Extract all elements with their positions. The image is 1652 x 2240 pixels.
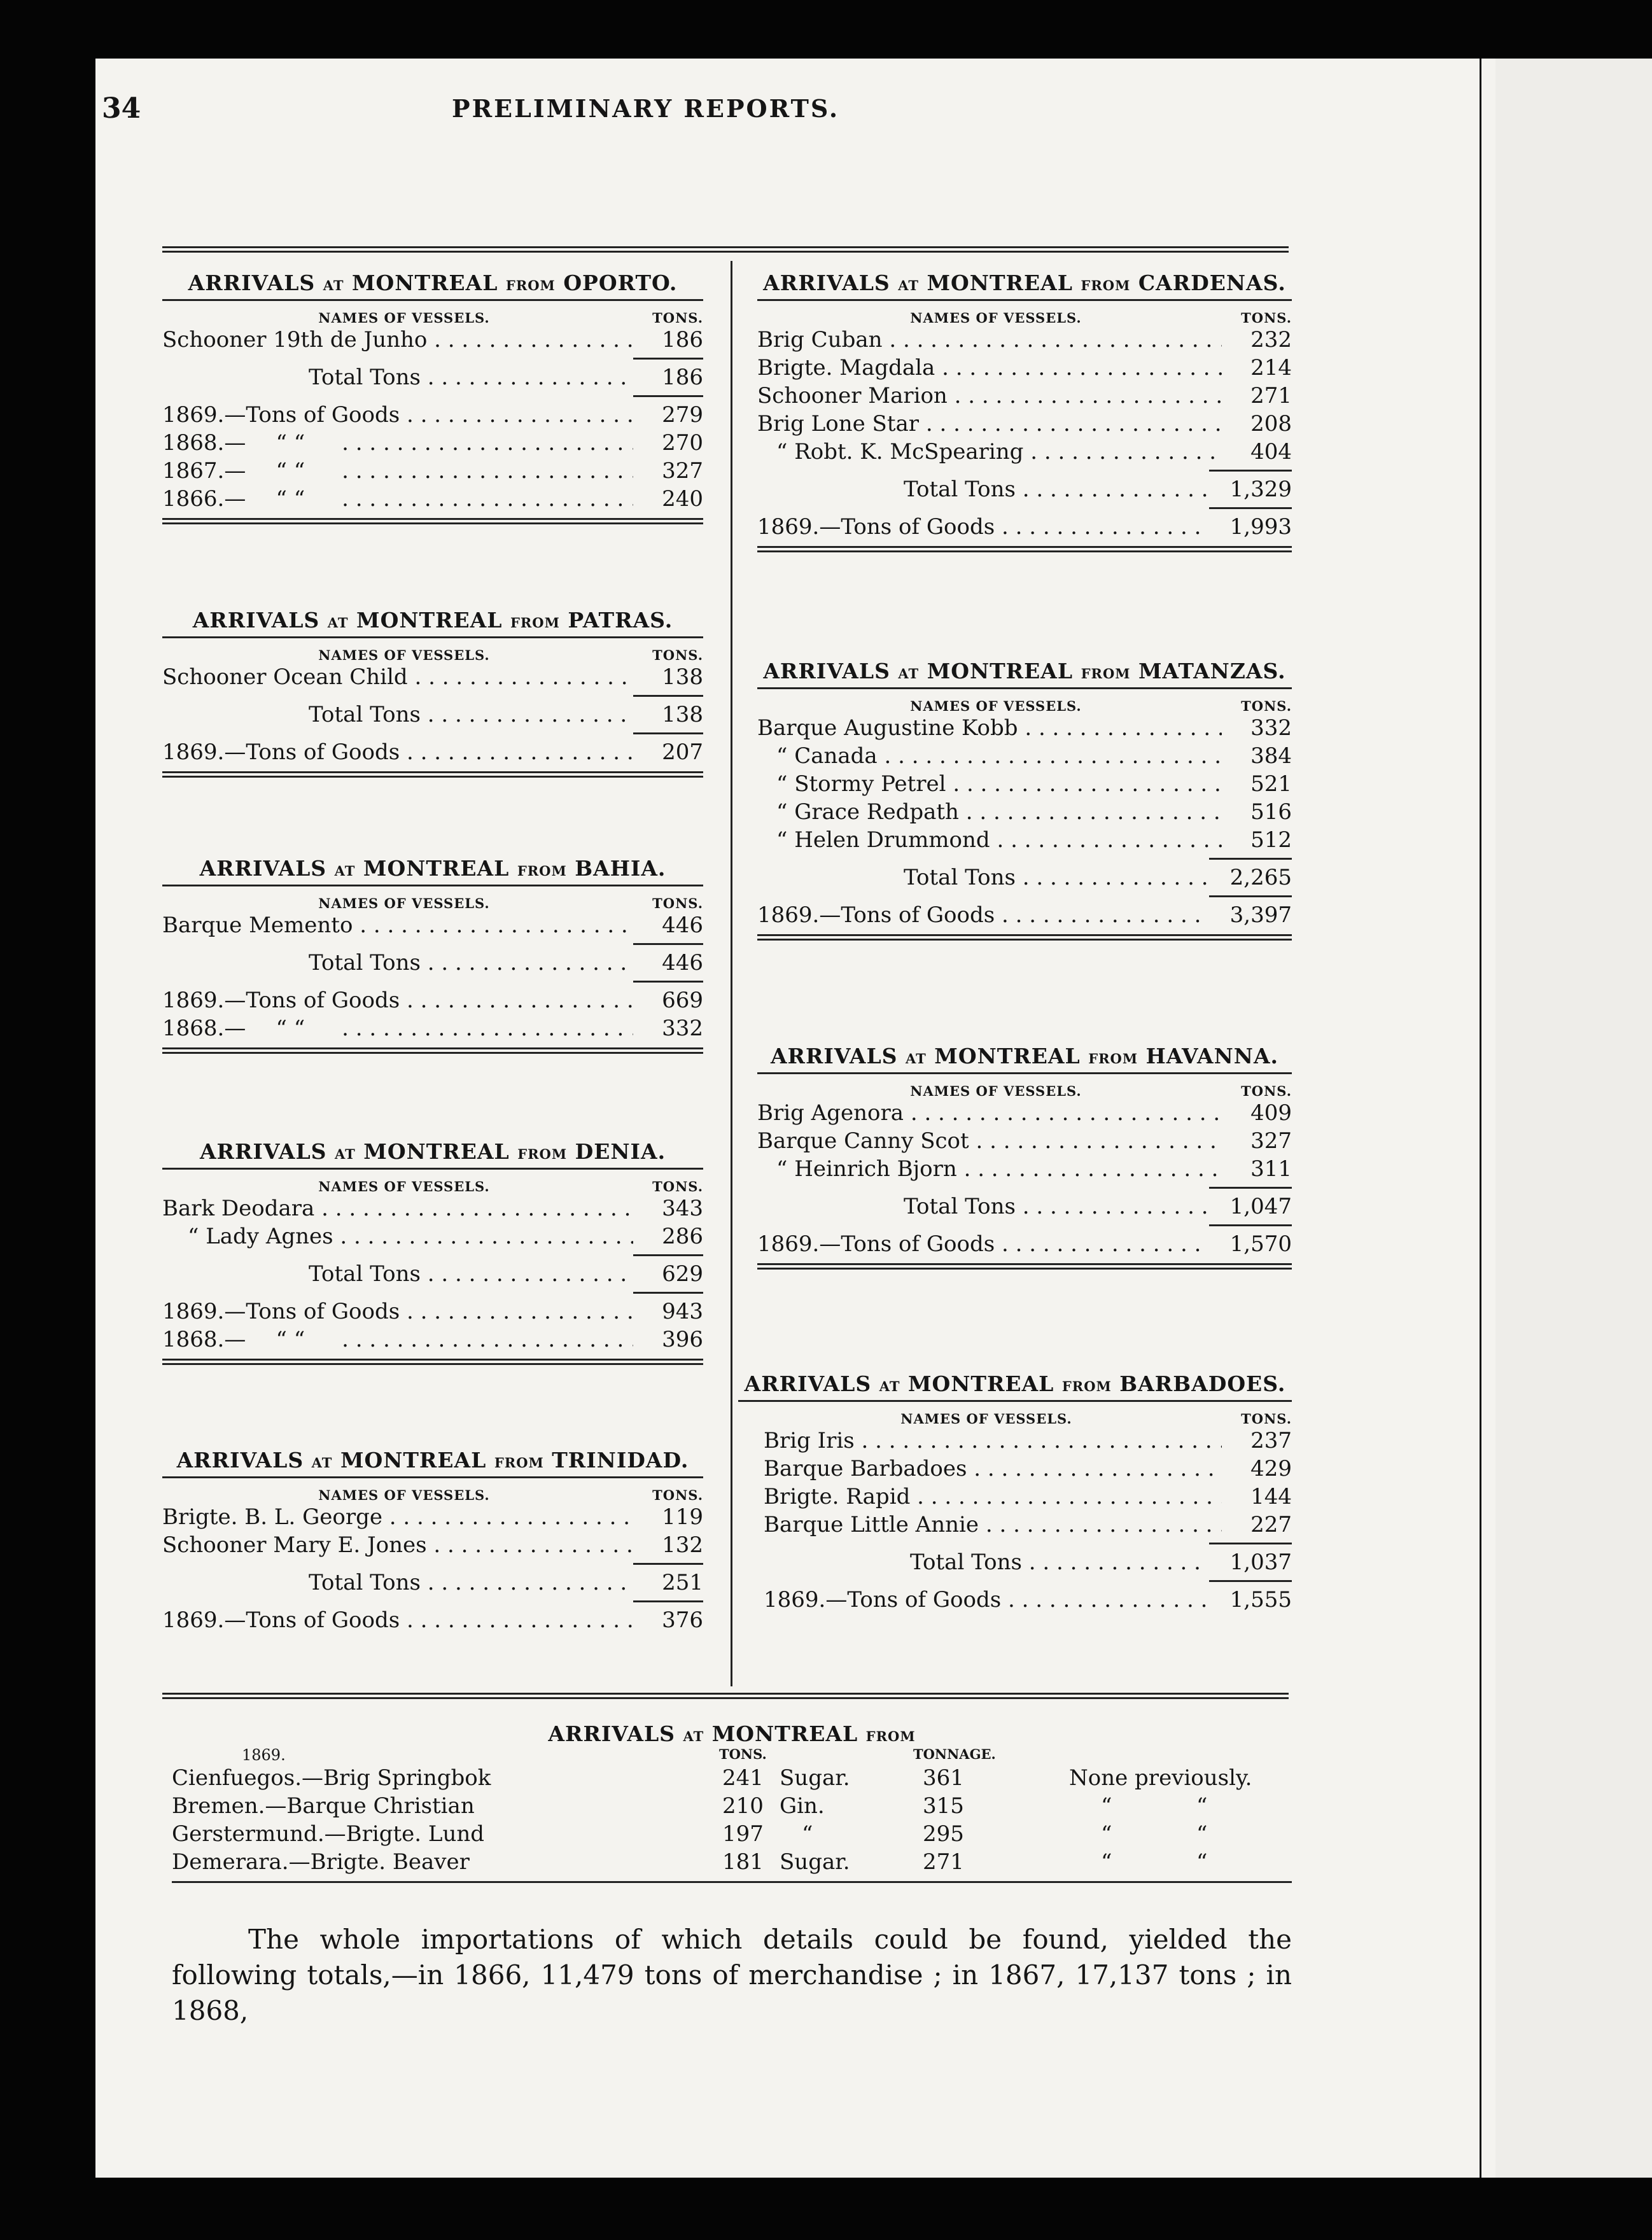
- vessel-row: Bark Deodara . . . 343: [162, 1194, 703, 1222]
- table-bahia: [162, 856, 703, 1054]
- total-rule: [633, 732, 703, 734]
- total-rule: [1209, 1224, 1292, 1226]
- vessel-row: Barque Little Annie . . . 227: [738, 1511, 1292, 1539]
- table-denia: [162, 1139, 703, 1365]
- vessel-row: Barque Canny Scot . . . 327: [757, 1127, 1292, 1155]
- goods-row: 1869.—Tons of Goods . . . 669: [162, 986, 703, 1014]
- column-header: NAMES OF VESSELS. TONS.: [318, 1179, 703, 1194]
- section-title: ARRIVALS AT MONTREAL FROM MATANZAS.: [763, 659, 1286, 683]
- goods-row: 1869.—Tons of Goods . . . 376: [162, 1606, 703, 1634]
- vessel-row: Schooner Marion . . . 271: [757, 382, 1292, 410]
- section-title: ARRIVALS AT MONTREAL FROM PATRAS.: [192, 608, 673, 633]
- goods-row: 1868.— “ “ . . . 270: [162, 429, 703, 457]
- vessel-row: “ Heinrich Bjorn . . . 311: [757, 1155, 1292, 1183]
- column-header: NAMES OF VESSELS. TONS.: [318, 895, 703, 911]
- section-title: ARRIVALS AT MONTREAL FROM BAHIA.: [199, 856, 666, 881]
- table-patras: [162, 608, 703, 778]
- vessel-row: Brig Iris . . . 237: [738, 1427, 1292, 1455]
- page-fold: [1480, 59, 1481, 2178]
- vessel-row: “ Lady Agnes . . . 286: [162, 1222, 703, 1250]
- table-row: Gerstermund.—Brigte. Lund 197 “ 295 “ “: [172, 1821, 1208, 1847]
- vessel-row: “ Canada . . . 384: [757, 742, 1292, 770]
- total-rule: [633, 981, 703, 983]
- total-rule: [1209, 1543, 1292, 1544]
- column-divider: [731, 261, 732, 1686]
- goods-row: 1869.—Tons of Goods . . . 1,570: [757, 1230, 1292, 1258]
- column-header: 1869. TONS. TONNAGE.: [242, 1746, 996, 1764]
- table-havanna: [757, 1044, 1292, 1270]
- table-row: Demerara.—Brigte. Beaver 181 Sugar. 271 “ “: [172, 1849, 1208, 1875]
- section-end-rule: [162, 1047, 703, 1054]
- section-end-rule: [757, 1263, 1292, 1270]
- vessel-row: Schooner Mary E. Jones . . . 132: [162, 1531, 703, 1559]
- goods-row: 1866.— “ “ . . . 240: [162, 485, 703, 513]
- column-header: NAMES OF VESSELS. TONS.: [900, 1411, 1292, 1427]
- vessel-row: Schooner 19th de Junho . . . 186: [162, 326, 703, 354]
- total-rule: [633, 695, 703, 697]
- vessel-row: Brigte. Rapid . . . 144: [738, 1483, 1292, 1511]
- table-row: Bremen.—Barque Christian 210 Gin. 315 “ “: [172, 1793, 1208, 1819]
- goods-row: 1869.—Tons of Goods . . . 279: [162, 401, 703, 429]
- goods-row: 1869.—Tons of Goods . . . 3,397: [757, 901, 1292, 929]
- column-header: NAMES OF VESSELS. TONS.: [910, 698, 1292, 714]
- section-title: ARRIVALS AT MONTREAL FROM BARBADOES.: [744, 1371, 1286, 1396]
- goods-row: 1868.— “ “ . . . 332: [162, 1014, 703, 1042]
- table-bottom-rule: [172, 1881, 1292, 1883]
- total-rule: [1209, 1187, 1292, 1189]
- vessel-row: “ Helen Drummond . . . 512: [757, 826, 1292, 854]
- table-other-ports: [172, 1721, 1292, 1883]
- vessel-row: Barque Memento . . . 446: [162, 911, 703, 939]
- section-title: ARRIVALS AT MONTREAL FROM TRINIDAD.: [176, 1448, 689, 1473]
- total-rule: [633, 943, 703, 945]
- section-rule: [162, 636, 703, 638]
- section-rule: [162, 1476, 703, 1478]
- total-rule: [633, 1254, 703, 1256]
- vessel-row: Schooner Ocean Child . . . 138: [162, 663, 703, 691]
- total-rule: [633, 1600, 703, 1602]
- total-row: Total Tons . . . 446: [162, 949, 703, 977]
- total-rule: [633, 1563, 703, 1565]
- column-header: NAMES OF VESSELS. TONS.: [318, 647, 703, 663]
- total-row: Total Tons . . . 138: [162, 701, 703, 729]
- total-row: Total Tons . . . 629: [162, 1260, 703, 1288]
- total-rule: [1209, 470, 1292, 472]
- vessel-row: Brigte. Magdala . . . 214: [757, 354, 1292, 382]
- goods-row: 1869.—Tons of Goods . . . 943: [162, 1298, 703, 1326]
- total-row: Total Tons . . . 2,265: [757, 864, 1292, 892]
- vessel-row: Brig Agenora . . . 409: [757, 1099, 1292, 1127]
- goods-row: 1869.—Tons of Goods . . . 207: [162, 738, 703, 766]
- section-end-rule: [162, 1359, 703, 1365]
- facing-page-edge: [1495, 59, 1652, 2178]
- total-row: Total Tons . . . 186: [162, 363, 703, 391]
- section-rule: [738, 1400, 1292, 1402]
- column-header: NAMES OF VESSELS. TONS.: [318, 310, 703, 326]
- section-end-rule: [757, 934, 1292, 941]
- column-header: NAMES OF VESSELS. TONS.: [318, 1487, 703, 1503]
- body-paragraph: The whole importations of which details could be found, yielded the following totals,—in 1866, 11,479 tons of merchandise ; in 1867, 17,137 tons ; in 1868,: [172, 1924, 1292, 2026]
- section-title: ARRIVALS AT MONTREAL FROM: [548, 1721, 916, 1746]
- vessel-row: Brig Lone Star . . . 208: [757, 410, 1292, 438]
- total-row: Total Tons . . . 1,329: [757, 475, 1292, 503]
- column-header: NAMES OF VESSELS. TONS.: [910, 1083, 1292, 1099]
- vessel-row: Barque Barbadoes . . . 429: [738, 1455, 1292, 1483]
- goods-row: 1867.— “ “ . . . 327: [162, 457, 703, 485]
- tables-bottom-double-rule: [162, 1693, 1289, 1699]
- total-rule: [633, 395, 703, 397]
- page-number: 34: [102, 92, 141, 125]
- section-rule: [162, 299, 703, 301]
- section-title: ARRIVALS AT MONTREAL FROM OPORTO.: [188, 270, 678, 295]
- total-rule: [1209, 895, 1292, 897]
- total-rule: [1209, 1580, 1292, 1582]
- column-header: NAMES OF VESSELS. TONS.: [910, 310, 1292, 326]
- goods-row: 1869.—Tons of Goods . . . 1,993: [757, 513, 1292, 541]
- table-trinidad: [162, 1448, 703, 1634]
- goods-row: 1869.—Tons of Goods . . . 1,555: [738, 1586, 1292, 1614]
- total-row: Total Tons . . . 1,037: [738, 1548, 1292, 1576]
- vessel-row: “ Grace Redpath . . . 516: [757, 798, 1292, 826]
- table-barbadoes: [738, 1371, 1292, 1614]
- section-end-rule: [162, 518, 703, 524]
- section-rule: [162, 885, 703, 886]
- goods-row: 1868.— “ “ . . . 396: [162, 1326, 703, 1354]
- total-row: Total Tons . . . 251: [162, 1569, 703, 1597]
- section-title: ARRIVALS AT MONTREAL FROM CARDENAS.: [763, 270, 1286, 295]
- table-matanzas: [757, 659, 1292, 941]
- total-rule: [1209, 858, 1292, 860]
- table-row: Cienfuegos.—Brig Springbok 241 Sugar. 361 None previously.: [172, 1765, 1252, 1791]
- total-row: Total Tons . . . 1,047: [757, 1193, 1292, 1221]
- total-rule: [1209, 507, 1292, 509]
- section-end-rule: [162, 771, 703, 778]
- table-cardenas: [757, 270, 1292, 552]
- vessel-row: Brig Cuban . . . 232: [757, 326, 1292, 354]
- section-rule: [162, 1168, 703, 1170]
- section-end-rule: [757, 546, 1292, 552]
- section-rule: [757, 1072, 1292, 1074]
- vessel-row: “ Robt. K. McSpearing . . . 404: [757, 438, 1292, 466]
- section-title: ARRIVALS AT MONTREAL FROM DENIA.: [199, 1139, 666, 1164]
- total-rule: [633, 358, 703, 360]
- vessel-row: “ Stormy Petrel . . . 521: [757, 770, 1292, 798]
- total-rule: [633, 1292, 703, 1294]
- vessel-row: Brigte. B. L. George . . . 119: [162, 1503, 703, 1531]
- section-title: ARRIVALS AT MONTREAL FROM HAVANNA.: [770, 1044, 1279, 1068]
- section-rule: [757, 299, 1292, 301]
- top-double-rule: [162, 246, 1289, 253]
- vessel-row: Barque Augustine Kobb . . . 332: [757, 714, 1292, 742]
- section-rule: [757, 687, 1292, 689]
- running-head: PRELIMINARY REPORTS.: [452, 94, 840, 123]
- table-oporto: [162, 270, 703, 524]
